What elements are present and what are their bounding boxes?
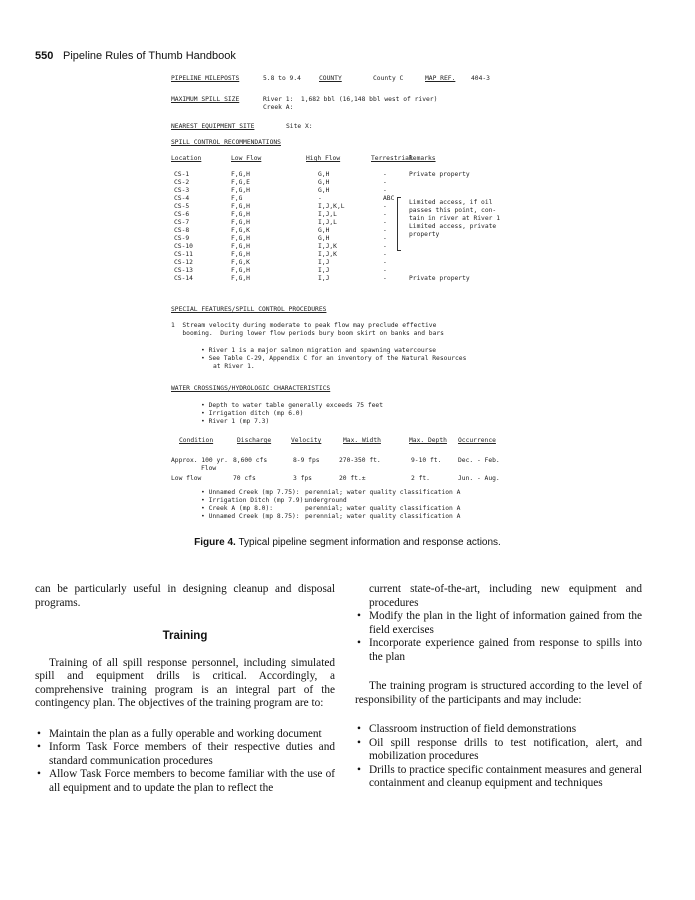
crossing-name: • Unnamed Creek (mp 7.75): (201, 489, 300, 496)
table-cell-ter: - (383, 275, 387, 282)
brace-line-3: tain in river at River 1 (409, 215, 500, 222)
right-bullet-5: • Drills to practice specific containment measures and general containment and cleanup equipment and techniques (355, 764, 642, 791)
table-cell-high: I,J,L (318, 211, 337, 218)
page-number: 550 (35, 50, 54, 62)
table-cell-ter: - (383, 235, 387, 242)
spill-line1: River 1: 1,682 bbl (16,148 bbl west of river) (263, 96, 438, 103)
hydro-depth: 9-10 ft. (411, 457, 442, 464)
table-cell-ter: - (383, 267, 387, 274)
hydro-discharge: 8,600 cfs (233, 457, 268, 464)
table-cell-high: G,H (318, 187, 330, 194)
table-header-1: Low Flow (231, 155, 262, 162)
brace-line-1: Limited access, if oil (409, 199, 493, 206)
table-cell-ter: - (383, 171, 387, 178)
hydro-condition: Low flow (171, 475, 202, 482)
table-cell-loc: CS-12 (174, 259, 193, 266)
spill-label: MAXIMUM SPILL SIZE (171, 96, 240, 103)
right-bullet-1: • Modify the plan in the light of information gained from the field exercises (355, 610, 642, 637)
county-label: COUNTY (319, 75, 342, 82)
table-cell-high: I,J (318, 259, 330, 266)
brace-line-2: passes this point, con- (409, 207, 497, 214)
table-cell-high: - (318, 195, 322, 202)
crossing-desc: perennial; water quality classification A (305, 513, 461, 520)
right-bullet-2: • Incorporate experience gained from response to spills into the plan (355, 637, 642, 664)
hydro-header-2: Velocity (291, 437, 322, 444)
left-para-continuation: can be particularly useful in designing cleanup and disposal programs. (35, 583, 335, 609)
water-bullet-3: River 1 (mp 7.3) (208, 418, 270, 425)
table-cell-ter: - (383, 243, 387, 250)
table-cell-loc: CS-5 (174, 203, 190, 210)
left-bullet-1: • Maintain the plan as a fully operable and working document (35, 728, 335, 742)
hydro-header-1: Discharge (237, 437, 272, 444)
right-continuation: current state-of-the-art, including new equipment and procedures (369, 583, 642, 609)
table-cell-low: F,G,H (231, 211, 250, 218)
brace-line-4: Limited access, private (409, 223, 497, 230)
crossing-name: • Creek A (mp 8.0): (201, 505, 274, 512)
hydro-velocity: 3 fps (293, 475, 312, 482)
table-header-2: High Flow (306, 155, 341, 162)
water-bullet-1: Depth to water table generally exceeds 75 feet (208, 402, 383, 409)
table-cell-high: I,J,L (318, 219, 337, 226)
table-cell-high: I,J (318, 275, 330, 282)
special-bullet-2b: at River 1. (213, 363, 255, 370)
table-cell-ter: - (383, 227, 387, 234)
table-cell-ter: ABC (383, 195, 395, 202)
right-paragraph: The training program is structured according to the level of responsibility of the participants and may include: (355, 680, 642, 706)
right-column (355, 583, 642, 791)
table-cell-rem: Private property (409, 275, 470, 282)
hydro-width: 270-350 ft. (339, 457, 381, 464)
table-cell-loc: CS-2 (174, 179, 190, 186)
hydro-width: 20 ft.± (339, 475, 366, 482)
table-header-0: Location (171, 155, 202, 162)
figure-caption (0, 537, 695, 548)
table-cell-high: G,H (318, 235, 330, 242)
table-cell-loc: CS-4 (174, 195, 190, 202)
hydro-occurrence: Dec. - Feb. (458, 457, 500, 464)
equipment-value: Site X: (286, 123, 313, 130)
table-cell-ter: - (383, 211, 387, 218)
table-cell-low: F,G,H (231, 219, 250, 226)
table-cell-loc: CS-11 (174, 251, 193, 258)
table-cell-ter: - (383, 219, 387, 226)
milepost-value: 5.8 to 9.4 (263, 75, 301, 82)
left-column (35, 583, 335, 795)
special-line-1b: booming. During lower flow periods bury boom skirt on banks and bars (171, 330, 444, 337)
table-cell-loc: CS-8 (174, 227, 190, 234)
hydro-header-4: Max. Depth (409, 437, 447, 444)
table-cell-low: F,G,H (231, 171, 250, 178)
table-cell-low: F,G,H (231, 203, 250, 210)
table-cell-loc: CS-9 (174, 235, 190, 242)
special-line-1a: 1 Stream velocity during moderate to peak flow may preclude effective (171, 322, 437, 329)
table-cell-loc: CS-7 (174, 219, 190, 226)
table-cell-rem: Private property (409, 171, 470, 178)
crossing-desc: perennial; water quality classification A (305, 489, 461, 496)
hydro-table (171, 437, 651, 487)
table-cell-low: F,G,H (231, 275, 250, 282)
table-cell-loc: CS-10 (174, 243, 193, 250)
training-paragraph: Training of all spill response personnel, including simulated spill and equipment drills is critical. Accordingly, a comprehensive training program is an integral part of the contingency plan. The objectives of the training program are to: (35, 656, 335, 709)
table-cell-loc: CS-6 (174, 211, 190, 218)
crossing-name: • Unnamed Creek (mp 8.75): (201, 513, 300, 520)
hydro-header-0: Condition (179, 437, 214, 444)
spill-line2: Creek A: (263, 104, 294, 111)
table-cell-low: F,G,E (231, 179, 250, 186)
milepost-label: PIPELINE MILEPOSTS (171, 75, 240, 82)
table-cell-low: F,G,H (231, 235, 250, 242)
crossing-name: • Irrigation Ditch (mp 7.9): (201, 497, 308, 504)
hydro-condition-2: Flow (201, 465, 217, 472)
table-cell-low: F,G (231, 195, 243, 202)
table-cell-low: F,G,H (231, 243, 250, 250)
table-cell-high: I,J,K (318, 251, 337, 258)
table-cell-loc: CS-13 (174, 267, 193, 274)
map-label: MAP REF. (425, 75, 456, 82)
running-title: Pipeline Rules of Thumb Handbook (63, 50, 236, 62)
recs-label: SPILL CONTROL RECOMMENDATIONS (171, 139, 281, 146)
table-cell-low: F,G,H (231, 251, 250, 258)
table-cell-high: I,J,K,L (318, 203, 345, 210)
hydro-occurrence: Jun. - Aug. (458, 475, 500, 482)
table-cell-loc: CS-3 (174, 187, 190, 194)
table-header-3: Terrestrial (371, 155, 413, 162)
table-cell-ter: - (383, 251, 387, 258)
hydro-depth: 2 ft. (411, 475, 430, 482)
table-header-4: Remarks (409, 155, 436, 162)
table-cell-high: G,H (318, 171, 330, 178)
table-cell-loc: CS-14 (174, 275, 193, 282)
hydro-velocity: 8-9 fps (293, 457, 320, 464)
table-cell-high: G,H (318, 227, 330, 234)
crossings-list (201, 489, 641, 529)
hydro-header-3: Max. Width (343, 437, 381, 444)
water-bullet-2: Irrigation ditch (mp 6.0) (208, 410, 304, 417)
hydro-header-5: Occurrence (458, 437, 496, 444)
caption-text: Typical pipeline segment information and response actions. (238, 537, 501, 548)
table-cell-low: F,G,K (231, 259, 250, 266)
remarks-brace (397, 197, 401, 251)
left-bullet-2: • Inform Task Force members of their respective duties and standard communication procedures (35, 741, 335, 768)
caption-label: Figure 4. (194, 537, 236, 548)
equipment-label: NEAREST EQUIPMENT SITE (171, 123, 255, 130)
right-bullet-3: • Classroom instruction of field demonstrations (355, 723, 642, 737)
hydro-condition: Approx. 100 yr. (171, 457, 228, 464)
hydro-discharge: 70 cfs (233, 475, 256, 482)
map-value: 404-3 (471, 75, 490, 82)
table-cell-ter: - (383, 179, 387, 186)
water-label: WATER CROSSINGS/HYDROLOGIC CHARACTERISTICS (171, 385, 331, 392)
special-label: SPECIAL FEATURES/SPILL CONTROL PROCEDURES (171, 306, 327, 313)
special-bullet-2a: See Table C-29, Appendix C for an inventory of the Natural Resources (208, 355, 467, 362)
crossing-desc: underground (305, 497, 347, 504)
table-cell-high: I,J,K (318, 243, 337, 250)
table-cell-ter: - (383, 187, 387, 194)
table-cell-high: G,H (318, 179, 330, 186)
figure-typescript: PIPELINE MILEPOSTS 5.8 to 9.4 COUNTY County C MAP REF. 404-3 MAXIMUM SPILL SIZE River 1: 1,682 bbl (16,148 bbl west of river) Creek A: NEAREST EQUIPMENT SITE Site X: SPILL CONTROL RECOMMENDATIONS Location Low Flow High Flow Terrestrial Remarks CS-1 F,G,H G,H - Private property CS-2 F,G,E G,H - CS-3 F,G,H G,H - CS-4 F,G - ABC CS-5 F,G,H I,J,K,L - CS-6 F,G,H I,J,L - CS-7 F,G,H I,J,L - CS-8 F,G,K G,H - CS-9 F,G,H G,H - CS-10 F,G,H I,J,K - CS-11 F,G,H I,J,K - CS-12 F,G,K I,J - CS-13 F,G,H I,J - CS-14 F,G,H I,J - Private property Limited access, if oil passes this point, con- tain in river at River 1 Limited access, private property SPECIAL FEATURES/SPILL CONTROL PROCEDURES 1 Stream velocity during moderate to peak flow may preclude effective booming. During lower flow periods bury boom skirt on banks and bars • River 1 is a major salmon migration and spawning watercourse • See Table C-29, Appendix C for an inventory of the Natural Resources at River 1. WATER CROSSINGS/HYDROLOGIC CHARACTERISTICS • Depth to water table generally exceeds 75 feet • Irrigation ditch (mp 6.0) • River 1 (mp 7.3) Condition Discharge Velocity Max. Width Max. Depth Occurrence Approx. 100 yr. Flow 8,600 cfs 8-9 fps 270-350 ft. 9-10 ft. Dec. - Feb. Low flow 70 cfs 3 fps 20 ft.± 2 ft. Jun. - Aug. • Unnamed Creek (mp 7.75): perennial; water quality classification A • Irrigation Ditch (mp 7.9): underground • Creek A (mp 8.0): perennial; water quality classification A • Unnamed Creek (mp 8.75): perennial; water quality classification A (171, 75, 651, 530)
right-bullet-4: • Oil spill response drills to test notification, alert, and mobilization procedures (355, 737, 642, 764)
table-cell-low: F,G,H (231, 267, 250, 274)
county-value: County C (373, 75, 404, 82)
table-cell-low: F,G,K (231, 227, 250, 234)
table-cell-high: I,J (318, 267, 330, 274)
special-bullet-1: River 1 is a major salmon migration and spawning watercourse (208, 347, 437, 354)
brace-line-5: property (409, 231, 440, 238)
table-cell-ter: - (383, 203, 387, 210)
left-bullet-3: • Allow Task Force members to become familiar with the use of all equipment and to update the plan to reflect the (35, 768, 335, 795)
table-cell-low: F,G,H (231, 187, 250, 194)
crossing-desc: perennial; water quality classification A (305, 505, 461, 512)
training-heading: Training (162, 630, 208, 642)
table-cell-ter: - (383, 259, 387, 266)
table-cell-loc: CS-1 (174, 171, 190, 178)
